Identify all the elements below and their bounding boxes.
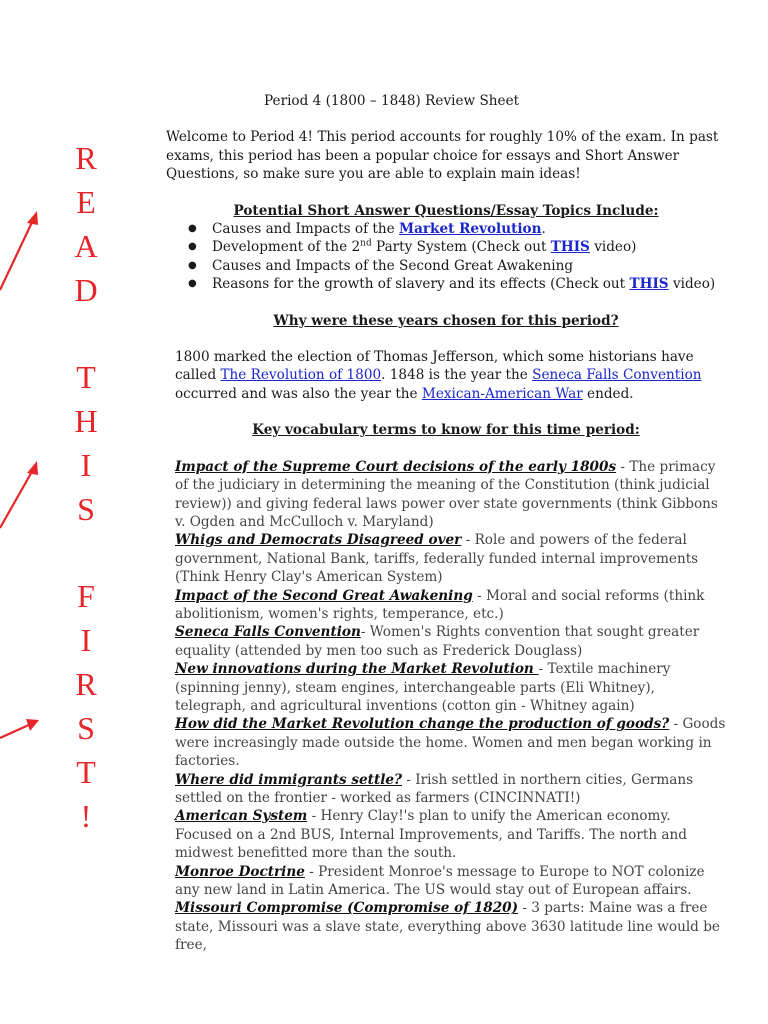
list-item: ● Causes and Impacts of the Market Revolution. — [212, 220, 726, 238]
sidebar-letter: H — [74, 403, 98, 439]
vocab-heading: Key vocabulary terms to know for this time period: — [252, 422, 640, 439]
sidebar-letter: F — [77, 578, 95, 614]
sidebar-letter: R — [75, 666, 97, 702]
why-paragraph: 1800 marked the election of Thomas Jefferson, which some historians have called The Revolution of 1800. 1848 is the year the Seneca Falls Convention occurred and was also the year the Mexican-American War ended. — [175, 349, 702, 402]
revolution-1800-link[interactable]: The Revolution of 1800 — [220, 367, 382, 384]
vocab-entry: Seneca Falls Convention- Women's Rights convention that sought greater equality (attended by men too such as Frederick Douglass) — [175, 624, 700, 659]
read-this-first-annotation — [0, 0, 150, 1024]
sidebar-letter: R — [75, 140, 97, 176]
sidebar-letter: S — [77, 710, 95, 746]
sidebar-letter: D — [74, 272, 98, 308]
vocab-list — [166, 458, 726, 955]
sidebar-letter: ! — [80, 798, 92, 834]
list-item: ● Reasons for the growth of slavery and its effects (Check out THIS video) — [212, 275, 726, 293]
vocab-entry: Impact of the Supreme Court decisions of the early 1800s - The primacy of the judiciary in determining the meaning of the Constitution (think judicial review)) and giving federal laws power over state governments (think Gibbons v. Ogden and McCulloch v. Maryland) — [175, 458, 718, 530]
vocab-entry: How did the Market Revolution change the production of goods? - Goods were increasingly made outside the home. Women and men began working in factories. — [175, 716, 726, 770]
intro-paragraph: Welcome to Period 4! This period accounts for roughly 10% of the exam. In past exams, this period has been a popular choice for essays and Short Answer Questions, so make sure you are able to explain main ideas! — [166, 129, 719, 183]
list-item: ● Causes and Impacts of the Second Great Awakening — [212, 257, 726, 275]
vocab-entry: Whigs and Democrats Disagreed over - Role and powers of the federal government, National Bank, tariffs, federally funded internal improvements (Think Henry Clay's American System) — [175, 532, 699, 586]
vocab-entry: Monroe Doctrine - President Monroe's message to Europe to NOT colonize any new land in Latin America. The US would stay out of European affairs. — [175, 863, 705, 899]
vocab-entry: Missouri Compromise (Compromise of 1820) - 3 parts: Maine was a free state, Missouri was a slave state, everything above 3630 latitude line would be free, — [175, 900, 720, 954]
vocab-entry: Where did immigrants settle? - Irish settled in northern cities, Germans settled on the frontier - worked as farmers (CINCINNATI!) — [175, 771, 694, 806]
sidebar-letter: S — [77, 491, 95, 527]
list-item: ● Development of the 2nd Party System (Check out THIS video) — [212, 238, 726, 256]
arrow-1 — [0, 218, 34, 290]
topics-list — [166, 220, 726, 294]
sidebar-letter: I — [80, 622, 92, 658]
mexican-american-war-link[interactable]: Mexican-American War — [421, 385, 583, 402]
arrow-3 — [0, 724, 31, 738]
why-heading: Why were these years chosen for this period? — [273, 312, 619, 329]
sidebar-letter: T — [76, 359, 96, 395]
vocab-entry: New innovations during the Market Revolution - Textile machinery (spinning jenny), steam engines, interchangeable parts (Eli Whitney), telegraph, and agricultural inventions (cotton gin - Whitney again) — [175, 661, 671, 714]
sidebar-letter: A — [74, 228, 98, 264]
party-system-video-link[interactable]: THIS — [550, 239, 590, 256]
market-revolution-link[interactable]: Market Revolution — [399, 221, 542, 238]
vocab-entry: American System - Henry Clay!'s plan to unify the American economy. Focused on a 2nd BUS, Internal Improvements, and Tariffs. The north and midwest benefitted more than the south. — [175, 808, 687, 862]
page-title: Period 4 (1800 – 1848) Review Sheet — [264, 93, 520, 109]
sidebar-letter: I — [80, 447, 92, 483]
topics-heading: Potential Short Answer Questions/Essay Topics Include: — [233, 202, 659, 219]
arrow-2 — [0, 468, 34, 528]
sidebar-letter: T — [76, 754, 96, 790]
vocab-entry: Impact of the Second Great Awakening - Moral and social reforms (think abolitionism, women's rights, temperance, etc.) — [175, 587, 705, 622]
sidebar-letter: E — [76, 184, 96, 220]
seneca-falls-link[interactable]: Seneca Falls Convention — [532, 367, 702, 384]
review-sheet — [166, 92, 726, 955]
slavery-video-link[interactable]: THIS — [629, 276, 669, 293]
